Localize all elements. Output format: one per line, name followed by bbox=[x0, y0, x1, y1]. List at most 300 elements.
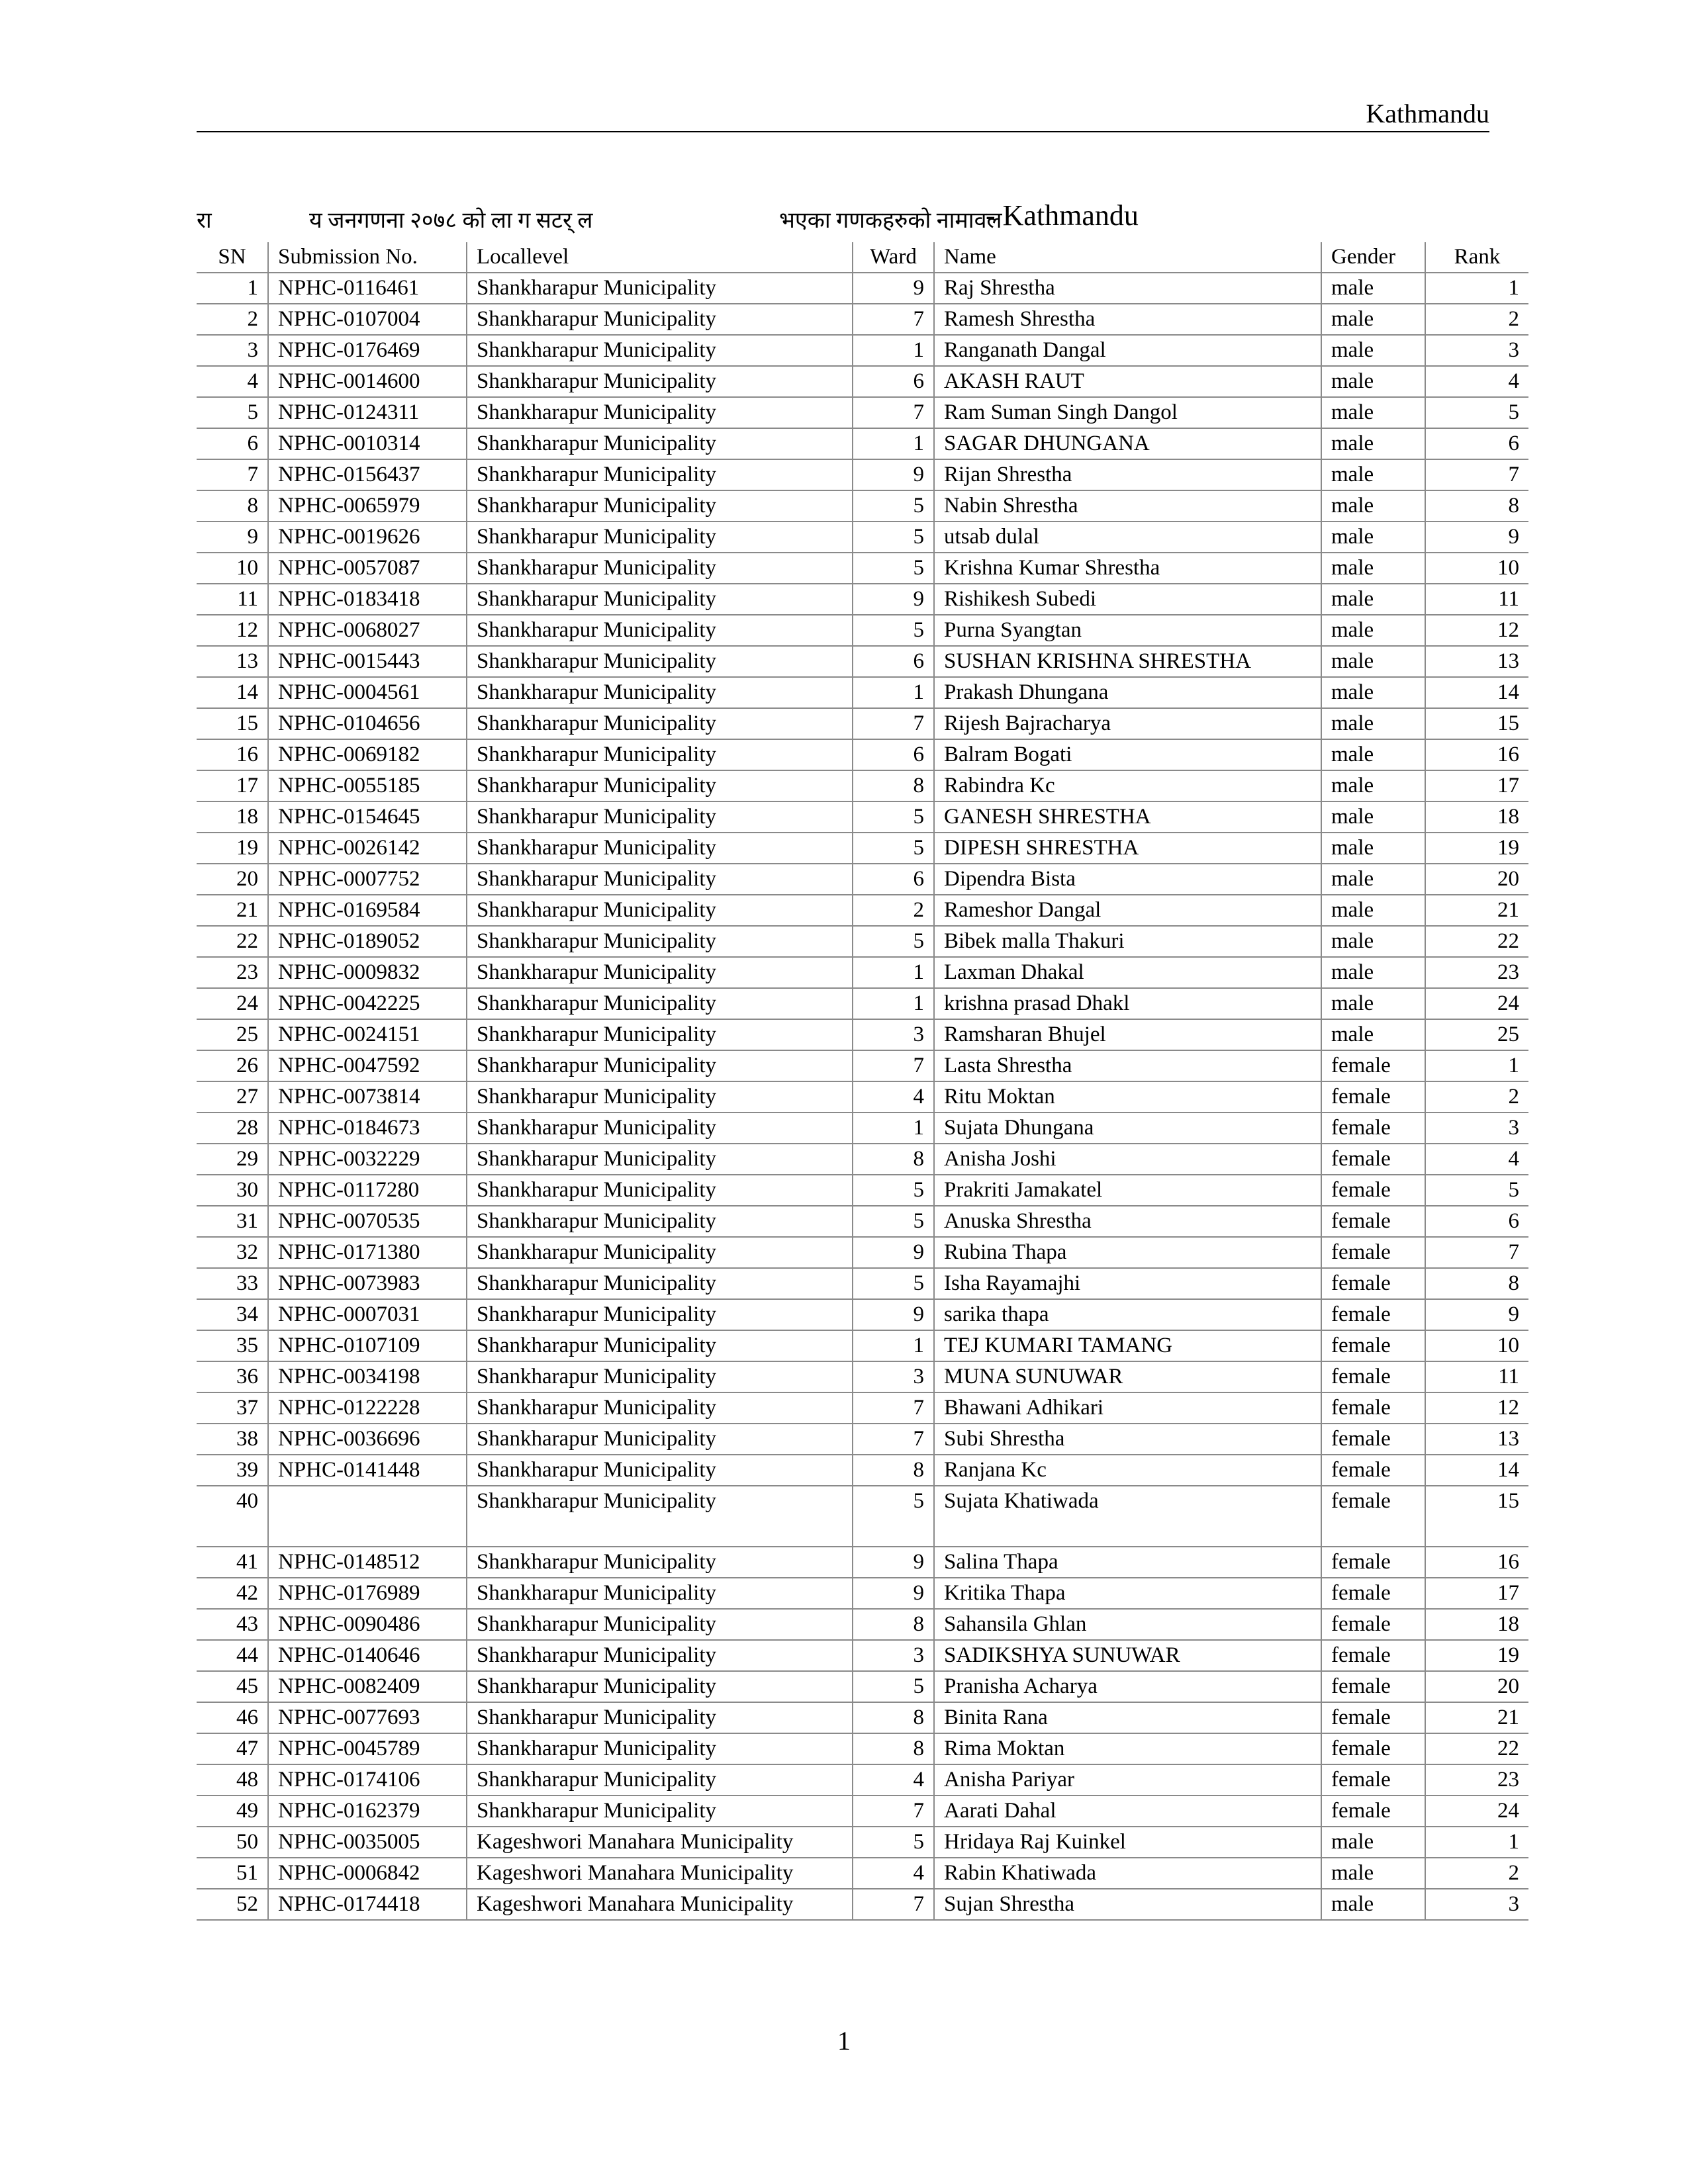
cell-rank: 7 bbox=[1425, 459, 1528, 490]
table-row bbox=[197, 366, 1528, 397]
table-row bbox=[197, 615, 1528, 646]
cell-ward: 5 bbox=[853, 926, 934, 957]
cell-rank: 15 bbox=[1425, 708, 1528, 739]
cell-submission-no: NPHC-0057087 bbox=[268, 553, 467, 584]
cell-rank: 8 bbox=[1425, 1268, 1528, 1299]
cell-locallevel: Shankharapur Municipality bbox=[467, 739, 853, 770]
cell-sn: 11 bbox=[197, 584, 268, 615]
cell-rank: 9 bbox=[1425, 1299, 1528, 1330]
column-header-locallevel: Locallevel bbox=[467, 242, 853, 273]
cell-sn: 4 bbox=[197, 366, 268, 397]
cell-gender: female bbox=[1321, 1578, 1425, 1609]
cell-name: Rijan Shrestha bbox=[934, 459, 1321, 490]
table-row bbox=[197, 988, 1528, 1019]
cell-sn: 29 bbox=[197, 1144, 268, 1175]
title-part-4: - Kathmandu bbox=[986, 199, 1139, 232]
table-row bbox=[197, 428, 1528, 459]
cell-sn: 33 bbox=[197, 1268, 268, 1299]
cell-ward: 4 bbox=[853, 1764, 934, 1796]
cell-name: Ritu Moktan bbox=[934, 1081, 1321, 1113]
cell-name: Ranganath Dangal bbox=[934, 335, 1321, 366]
cell-sn: 37 bbox=[197, 1392, 268, 1424]
cell-sn: 15 bbox=[197, 708, 268, 739]
cell-gender: female bbox=[1321, 1609, 1425, 1640]
cell-submission-no: NPHC-0007752 bbox=[268, 864, 467, 895]
cell-submission-no: NPHC-0070535 bbox=[268, 1206, 467, 1237]
cell-sn: 30 bbox=[197, 1175, 268, 1206]
cell-locallevel: Shankharapur Municipality bbox=[467, 304, 853, 335]
cell-name: Kritika Thapa bbox=[934, 1578, 1321, 1609]
cell-rank: 24 bbox=[1425, 1796, 1528, 1827]
cell-locallevel: Shankharapur Municipality bbox=[467, 708, 853, 739]
cell-ward: 5 bbox=[853, 1671, 934, 1702]
cell-name: Ranjana Kc bbox=[934, 1455, 1321, 1486]
page-number: 1 bbox=[837, 2026, 851, 2056]
cell-submission-no: NPHC-0183418 bbox=[268, 584, 467, 615]
cell-sn: 22 bbox=[197, 926, 268, 957]
cell-submission-no: NPHC-0034198 bbox=[268, 1361, 467, 1392]
cell-ward: 8 bbox=[853, 1455, 934, 1486]
cell-name: Lasta Shrestha bbox=[934, 1050, 1321, 1081]
cell-gender: female bbox=[1321, 1113, 1425, 1144]
cell-sn: 13 bbox=[197, 646, 268, 677]
cell-ward: 6 bbox=[853, 366, 934, 397]
cell-sn: 44 bbox=[197, 1640, 268, 1671]
cell-rank: 4 bbox=[1425, 1144, 1528, 1175]
cell-name: Rubina Thapa bbox=[934, 1237, 1321, 1268]
cell-name: sarika thapa bbox=[934, 1299, 1321, 1330]
cell-name: MUNA SUNUWAR bbox=[934, 1361, 1321, 1392]
cell-gender: female bbox=[1321, 1796, 1425, 1827]
cell-rank: 14 bbox=[1425, 677, 1528, 708]
cell-submission-no bbox=[268, 1486, 467, 1547]
cell-locallevel: Shankharapur Municipality bbox=[467, 677, 853, 708]
cell-name: Rijesh Bajracharya bbox=[934, 708, 1321, 739]
cell-submission-no: NPHC-0009832 bbox=[268, 957, 467, 988]
column-header-ward: Ward bbox=[853, 242, 934, 273]
cell-ward: 7 bbox=[853, 1796, 934, 1827]
cell-locallevel: Shankharapur Municipality bbox=[467, 1237, 853, 1268]
cell-rank: 17 bbox=[1425, 1578, 1528, 1609]
cell-locallevel: Shankharapur Municipality bbox=[467, 1486, 853, 1547]
cell-submission-no: NPHC-0107109 bbox=[268, 1330, 467, 1361]
cell-rank: 24 bbox=[1425, 988, 1528, 1019]
table-row bbox=[197, 1827, 1528, 1858]
cell-rank: 22 bbox=[1425, 1733, 1528, 1764]
cell-gender: male bbox=[1321, 366, 1425, 397]
cell-sn: 24 bbox=[197, 988, 268, 1019]
table-row bbox=[197, 1050, 1528, 1081]
cell-ward: 1 bbox=[853, 1113, 934, 1144]
cell-gender: male bbox=[1321, 895, 1425, 926]
cell-ward: 9 bbox=[853, 273, 934, 304]
cell-name: Nabin Shrestha bbox=[934, 490, 1321, 522]
cell-name: SAGAR DHUNGANA bbox=[934, 428, 1321, 459]
table-row bbox=[197, 1486, 1528, 1547]
table-row bbox=[197, 708, 1528, 739]
cell-rank: 18 bbox=[1425, 1609, 1528, 1640]
cell-submission-no: NPHC-0156437 bbox=[268, 459, 467, 490]
cell-ward: 1 bbox=[853, 677, 934, 708]
cell-gender: female bbox=[1321, 1486, 1425, 1547]
cell-ward: 5 bbox=[853, 553, 934, 584]
cell-gender: male bbox=[1321, 833, 1425, 864]
cell-ward: 5 bbox=[853, 1486, 934, 1547]
cell-ward: 7 bbox=[853, 1889, 934, 1920]
cell-name: Anuska Shrestha bbox=[934, 1206, 1321, 1237]
cell-rank: 5 bbox=[1425, 1175, 1528, 1206]
cell-locallevel: Shankharapur Municipality bbox=[467, 1424, 853, 1455]
cell-ward: 5 bbox=[853, 615, 934, 646]
cell-gender: female bbox=[1321, 1764, 1425, 1796]
cell-submission-no: NPHC-0104656 bbox=[268, 708, 467, 739]
cell-ward: 5 bbox=[853, 833, 934, 864]
cell-locallevel: Kageshwori Manahara Municipality bbox=[467, 1858, 853, 1889]
cell-sn: 5 bbox=[197, 397, 268, 428]
cell-rank: 17 bbox=[1425, 770, 1528, 801]
cell-sn: 17 bbox=[197, 770, 268, 801]
column-header-gender: Gender bbox=[1321, 242, 1425, 273]
cell-rank: 20 bbox=[1425, 1671, 1528, 1702]
table-row bbox=[197, 1640, 1528, 1671]
table-row bbox=[197, 864, 1528, 895]
title-part-1: रा bbox=[197, 208, 212, 233]
cell-ward: 9 bbox=[853, 1547, 934, 1578]
cell-gender: female bbox=[1321, 1702, 1425, 1733]
cell-sn: 38 bbox=[197, 1424, 268, 1455]
cell-ward: 3 bbox=[853, 1361, 934, 1392]
cell-ward: 7 bbox=[853, 1392, 934, 1424]
column-header-sn: SN bbox=[197, 242, 268, 273]
column-header-rank: Rank bbox=[1425, 242, 1528, 273]
cell-submission-no: NPHC-0073983 bbox=[268, 1268, 467, 1299]
cell-sn: 16 bbox=[197, 739, 268, 770]
cell-rank: 14 bbox=[1425, 1455, 1528, 1486]
cell-ward: 1 bbox=[853, 988, 934, 1019]
cell-name: Anisha Joshi bbox=[934, 1144, 1321, 1175]
cell-name: Bibek malla Thakuri bbox=[934, 926, 1321, 957]
cell-submission-no: NPHC-0015443 bbox=[268, 646, 467, 677]
cell-gender: female bbox=[1321, 1175, 1425, 1206]
cell-submission-no: NPHC-0162379 bbox=[268, 1796, 467, 1827]
cell-submission-no: NPHC-0148512 bbox=[268, 1547, 467, 1578]
cell-rank: 25 bbox=[1425, 1019, 1528, 1050]
title-part-3: भएका गणकहरुको नामावल bbox=[779, 208, 1002, 233]
cell-locallevel: Shankharapur Municipality bbox=[467, 1330, 853, 1361]
cell-sn: 41 bbox=[197, 1547, 268, 1578]
cell-name: Sujata Dhungana bbox=[934, 1113, 1321, 1144]
cell-gender: male bbox=[1321, 304, 1425, 335]
cell-ward: 5 bbox=[853, 801, 934, 833]
table-row bbox=[197, 522, 1528, 553]
cell-submission-no: NPHC-0045789 bbox=[268, 1733, 467, 1764]
header-district: Kathmandu bbox=[1366, 99, 1489, 128]
cell-submission-no: NPHC-0176989 bbox=[268, 1578, 467, 1609]
table-row bbox=[197, 1330, 1528, 1361]
cell-locallevel: Shankharapur Municipality bbox=[467, 1081, 853, 1113]
cell-name: krishna prasad Dhakl bbox=[934, 988, 1321, 1019]
cell-sn: 49 bbox=[197, 1796, 268, 1827]
cell-sn: 21 bbox=[197, 895, 268, 926]
cell-name: Ramsharan Bhujel bbox=[934, 1019, 1321, 1050]
cell-ward: 9 bbox=[853, 584, 934, 615]
cell-submission-no: NPHC-0082409 bbox=[268, 1671, 467, 1702]
cell-submission-no: NPHC-0019626 bbox=[268, 522, 467, 553]
table-row bbox=[197, 273, 1528, 304]
cell-gender: male bbox=[1321, 615, 1425, 646]
table-row bbox=[197, 1671, 1528, 1702]
cell-name: Pranisha Acharya bbox=[934, 1671, 1321, 1702]
cell-ward: 5 bbox=[853, 1827, 934, 1858]
cell-sn: 34 bbox=[197, 1299, 268, 1330]
cell-gender: male bbox=[1321, 739, 1425, 770]
cell-sn: 26 bbox=[197, 1050, 268, 1081]
cell-submission-no: NPHC-0189052 bbox=[268, 926, 467, 957]
cell-gender: female bbox=[1321, 1455, 1425, 1486]
column-header-name: Name bbox=[934, 242, 1321, 273]
cell-locallevel: Shankharapur Municipality bbox=[467, 335, 853, 366]
cell-ward: 5 bbox=[853, 1175, 934, 1206]
cell-locallevel: Shankharapur Municipality bbox=[467, 1299, 853, 1330]
document-title bbox=[197, 197, 1527, 237]
cell-gender: male bbox=[1321, 677, 1425, 708]
cell-locallevel: Shankharapur Municipality bbox=[467, 1455, 853, 1486]
cell-gender: male bbox=[1321, 1858, 1425, 1889]
cell-locallevel: Shankharapur Municipality bbox=[467, 1206, 853, 1237]
cell-gender: female bbox=[1321, 1392, 1425, 1424]
cell-locallevel: Shankharapur Municipality bbox=[467, 1733, 853, 1764]
table-row bbox=[197, 1081, 1528, 1113]
cell-locallevel: Shankharapur Municipality bbox=[467, 926, 853, 957]
cell-sn: 40 bbox=[197, 1486, 268, 1547]
table-row bbox=[197, 957, 1528, 988]
cell-submission-no: NPHC-0055185 bbox=[268, 770, 467, 801]
cell-rank: 7 bbox=[1425, 1237, 1528, 1268]
cell-ward: 6 bbox=[853, 864, 934, 895]
cell-sn: 31 bbox=[197, 1206, 268, 1237]
cell-submission-no: NPHC-0090486 bbox=[268, 1609, 467, 1640]
cell-sn: 28 bbox=[197, 1113, 268, 1144]
cell-sn: 46 bbox=[197, 1702, 268, 1733]
cell-ward: 1 bbox=[853, 428, 934, 459]
cell-gender: female bbox=[1321, 1206, 1425, 1237]
table-row bbox=[197, 1392, 1528, 1424]
cell-rank: 20 bbox=[1425, 864, 1528, 895]
cell-gender: female bbox=[1321, 1299, 1425, 1330]
table-row bbox=[197, 459, 1528, 490]
cell-gender: male bbox=[1321, 1889, 1425, 1920]
cell-ward: 8 bbox=[853, 1609, 934, 1640]
cell-rank: 2 bbox=[1425, 1858, 1528, 1889]
cell-rank: 13 bbox=[1425, 646, 1528, 677]
cell-sn: 51 bbox=[197, 1858, 268, 1889]
table-row bbox=[197, 1889, 1528, 1920]
cell-ward: 1 bbox=[853, 335, 934, 366]
cell-sn: 25 bbox=[197, 1019, 268, 1050]
cell-rank: 8 bbox=[1425, 490, 1528, 522]
cell-gender: male bbox=[1321, 864, 1425, 895]
cell-name: Rima Moktan bbox=[934, 1733, 1321, 1764]
table-row bbox=[197, 1609, 1528, 1640]
cell-locallevel: Shankharapur Municipality bbox=[467, 1796, 853, 1827]
cell-rank: 16 bbox=[1425, 739, 1528, 770]
table-row bbox=[197, 646, 1528, 677]
cell-locallevel: Shankharapur Municipality bbox=[467, 988, 853, 1019]
cell-locallevel: Shankharapur Municipality bbox=[467, 615, 853, 646]
cell-submission-no: NPHC-0047592 bbox=[268, 1050, 467, 1081]
cell-submission-no: NPHC-0024151 bbox=[268, 1019, 467, 1050]
table-row bbox=[197, 801, 1528, 833]
cell-name: Rabin Khatiwada bbox=[934, 1858, 1321, 1889]
cell-gender: male bbox=[1321, 1827, 1425, 1858]
cell-rank: 1 bbox=[1425, 273, 1528, 304]
cell-submission-no: NPHC-0171380 bbox=[268, 1237, 467, 1268]
cell-gender: male bbox=[1321, 1019, 1425, 1050]
cell-sn: 45 bbox=[197, 1671, 268, 1702]
cell-submission-no: NPHC-0035005 bbox=[268, 1827, 467, 1858]
cell-name: Rameshor Dangal bbox=[934, 895, 1321, 926]
cell-name: Sujata Khatiwada bbox=[934, 1486, 1321, 1547]
cell-rank: 12 bbox=[1425, 615, 1528, 646]
table-row bbox=[197, 304, 1528, 335]
cell-gender: male bbox=[1321, 553, 1425, 584]
cell-ward: 9 bbox=[853, 1578, 934, 1609]
cell-name: SUSHAN KRISHNA SHRESTHA bbox=[934, 646, 1321, 677]
cell-ward: 6 bbox=[853, 739, 934, 770]
column-header-submission: Submission No. bbox=[268, 242, 467, 273]
table-row bbox=[197, 1113, 1528, 1144]
cell-ward: 5 bbox=[853, 1206, 934, 1237]
cell-sn: 3 bbox=[197, 335, 268, 366]
cell-sn: 52 bbox=[197, 1889, 268, 1920]
cell-submission-no: NPHC-0077693 bbox=[268, 1702, 467, 1733]
cell-name: Hridaya Raj Kuinkel bbox=[934, 1827, 1321, 1858]
cell-locallevel: Shankharapur Municipality bbox=[467, 1113, 853, 1144]
cell-rank: 3 bbox=[1425, 335, 1528, 366]
cell-rank: 19 bbox=[1425, 1640, 1528, 1671]
cell-rank: 11 bbox=[1425, 584, 1528, 615]
cell-name: AKASH RAUT bbox=[934, 366, 1321, 397]
cell-submission-no: NPHC-0010314 bbox=[268, 428, 467, 459]
cell-sn: 27 bbox=[197, 1081, 268, 1113]
cell-gender: male bbox=[1321, 926, 1425, 957]
table-row bbox=[197, 1268, 1528, 1299]
cell-sn: 9 bbox=[197, 522, 268, 553]
cell-submission-no: NPHC-0122228 bbox=[268, 1392, 467, 1424]
cell-ward: 8 bbox=[853, 1733, 934, 1764]
cell-locallevel: Shankharapur Municipality bbox=[467, 1609, 853, 1640]
cell-submission-no: NPHC-0073814 bbox=[268, 1081, 467, 1113]
cell-submission-no: NPHC-0068027 bbox=[268, 615, 467, 646]
cell-locallevel: Shankharapur Municipality bbox=[467, 1144, 853, 1175]
cell-locallevel: Shankharapur Municipality bbox=[467, 1268, 853, 1299]
cell-locallevel: Kageshwori Manahara Municipality bbox=[467, 1889, 853, 1920]
cell-locallevel: Shankharapur Municipality bbox=[467, 459, 853, 490]
cell-submission-no: NPHC-0174418 bbox=[268, 1889, 467, 1920]
cell-sn: 6 bbox=[197, 428, 268, 459]
cell-rank: 22 bbox=[1425, 926, 1528, 957]
cell-locallevel: Shankharapur Municipality bbox=[467, 273, 853, 304]
cell-gender: female bbox=[1321, 1144, 1425, 1175]
cell-rank: 18 bbox=[1425, 801, 1528, 833]
cell-ward: 7 bbox=[853, 397, 934, 428]
cell-rank: 23 bbox=[1425, 1764, 1528, 1796]
cell-submission-no: NPHC-0032229 bbox=[268, 1144, 467, 1175]
cell-ward: 7 bbox=[853, 1050, 934, 1081]
cell-locallevel: Shankharapur Municipality bbox=[467, 1175, 853, 1206]
cell-gender: male bbox=[1321, 988, 1425, 1019]
cell-sn: 19 bbox=[197, 833, 268, 864]
cell-gender: female bbox=[1321, 1081, 1425, 1113]
cell-name: Balram Bogati bbox=[934, 739, 1321, 770]
cell-sn: 2 bbox=[197, 304, 268, 335]
cell-locallevel: Shankharapur Municipality bbox=[467, 957, 853, 988]
cell-ward: 1 bbox=[853, 1330, 934, 1361]
cell-gender: female bbox=[1321, 1050, 1425, 1081]
cell-sn: 47 bbox=[197, 1733, 268, 1764]
cell-gender: male bbox=[1321, 708, 1425, 739]
cell-locallevel: Shankharapur Municipality bbox=[467, 1019, 853, 1050]
cell-rank: 1 bbox=[1425, 1050, 1528, 1081]
cell-rank: 19 bbox=[1425, 833, 1528, 864]
table-row bbox=[197, 1361, 1528, 1392]
cell-rank: 10 bbox=[1425, 1330, 1528, 1361]
table-row bbox=[197, 833, 1528, 864]
cell-name: DIPESH SHRESTHA bbox=[934, 833, 1321, 864]
cell-locallevel: Shankharapur Municipality bbox=[467, 1671, 853, 1702]
cell-locallevel: Shankharapur Municipality bbox=[467, 397, 853, 428]
cell-name: Krishna Kumar Shrestha bbox=[934, 553, 1321, 584]
cell-submission-no: NPHC-0042225 bbox=[268, 988, 467, 1019]
cell-rank: 21 bbox=[1425, 1702, 1528, 1733]
cell-locallevel: Shankharapur Municipality bbox=[467, 770, 853, 801]
cell-rank: 23 bbox=[1425, 957, 1528, 988]
title-part-2: य जनगणना २०७८ को ला ग सटर् ल bbox=[309, 208, 593, 233]
cell-rank: 2 bbox=[1425, 1081, 1528, 1113]
table-row bbox=[197, 1019, 1528, 1050]
table-row bbox=[197, 1733, 1528, 1764]
cell-ward: 8 bbox=[853, 770, 934, 801]
cell-submission-no: NPHC-0154645 bbox=[268, 801, 467, 833]
cell-name: Prakash Dhungana bbox=[934, 677, 1321, 708]
cell-ward: 4 bbox=[853, 1081, 934, 1113]
cell-ward: 5 bbox=[853, 1268, 934, 1299]
cell-rank: 3 bbox=[1425, 1889, 1528, 1920]
cell-rank: 4 bbox=[1425, 366, 1528, 397]
cell-ward: 8 bbox=[853, 1702, 934, 1733]
cell-name: Raj Shrestha bbox=[934, 273, 1321, 304]
cell-submission-no: NPHC-0116461 bbox=[268, 273, 467, 304]
cell-sn: 32 bbox=[197, 1237, 268, 1268]
cell-ward: 4 bbox=[853, 1858, 934, 1889]
table-row bbox=[197, 1144, 1528, 1175]
cell-rank: 15 bbox=[1425, 1486, 1528, 1547]
cell-gender: male bbox=[1321, 522, 1425, 553]
cell-gender: female bbox=[1321, 1640, 1425, 1671]
cell-gender: male bbox=[1321, 335, 1425, 366]
cell-sn: 35 bbox=[197, 1330, 268, 1361]
cell-submission-no: NPHC-0065979 bbox=[268, 490, 467, 522]
cell-gender: male bbox=[1321, 428, 1425, 459]
table-row bbox=[197, 1796, 1528, 1827]
cell-gender: male bbox=[1321, 957, 1425, 988]
cell-ward: 7 bbox=[853, 304, 934, 335]
cell-name: Bhawani Adhikari bbox=[934, 1392, 1321, 1424]
cell-rank: 6 bbox=[1425, 1206, 1528, 1237]
table-row bbox=[197, 1424, 1528, 1455]
cell-locallevel: Shankharapur Municipality bbox=[467, 864, 853, 895]
cell-gender: male bbox=[1321, 397, 1425, 428]
